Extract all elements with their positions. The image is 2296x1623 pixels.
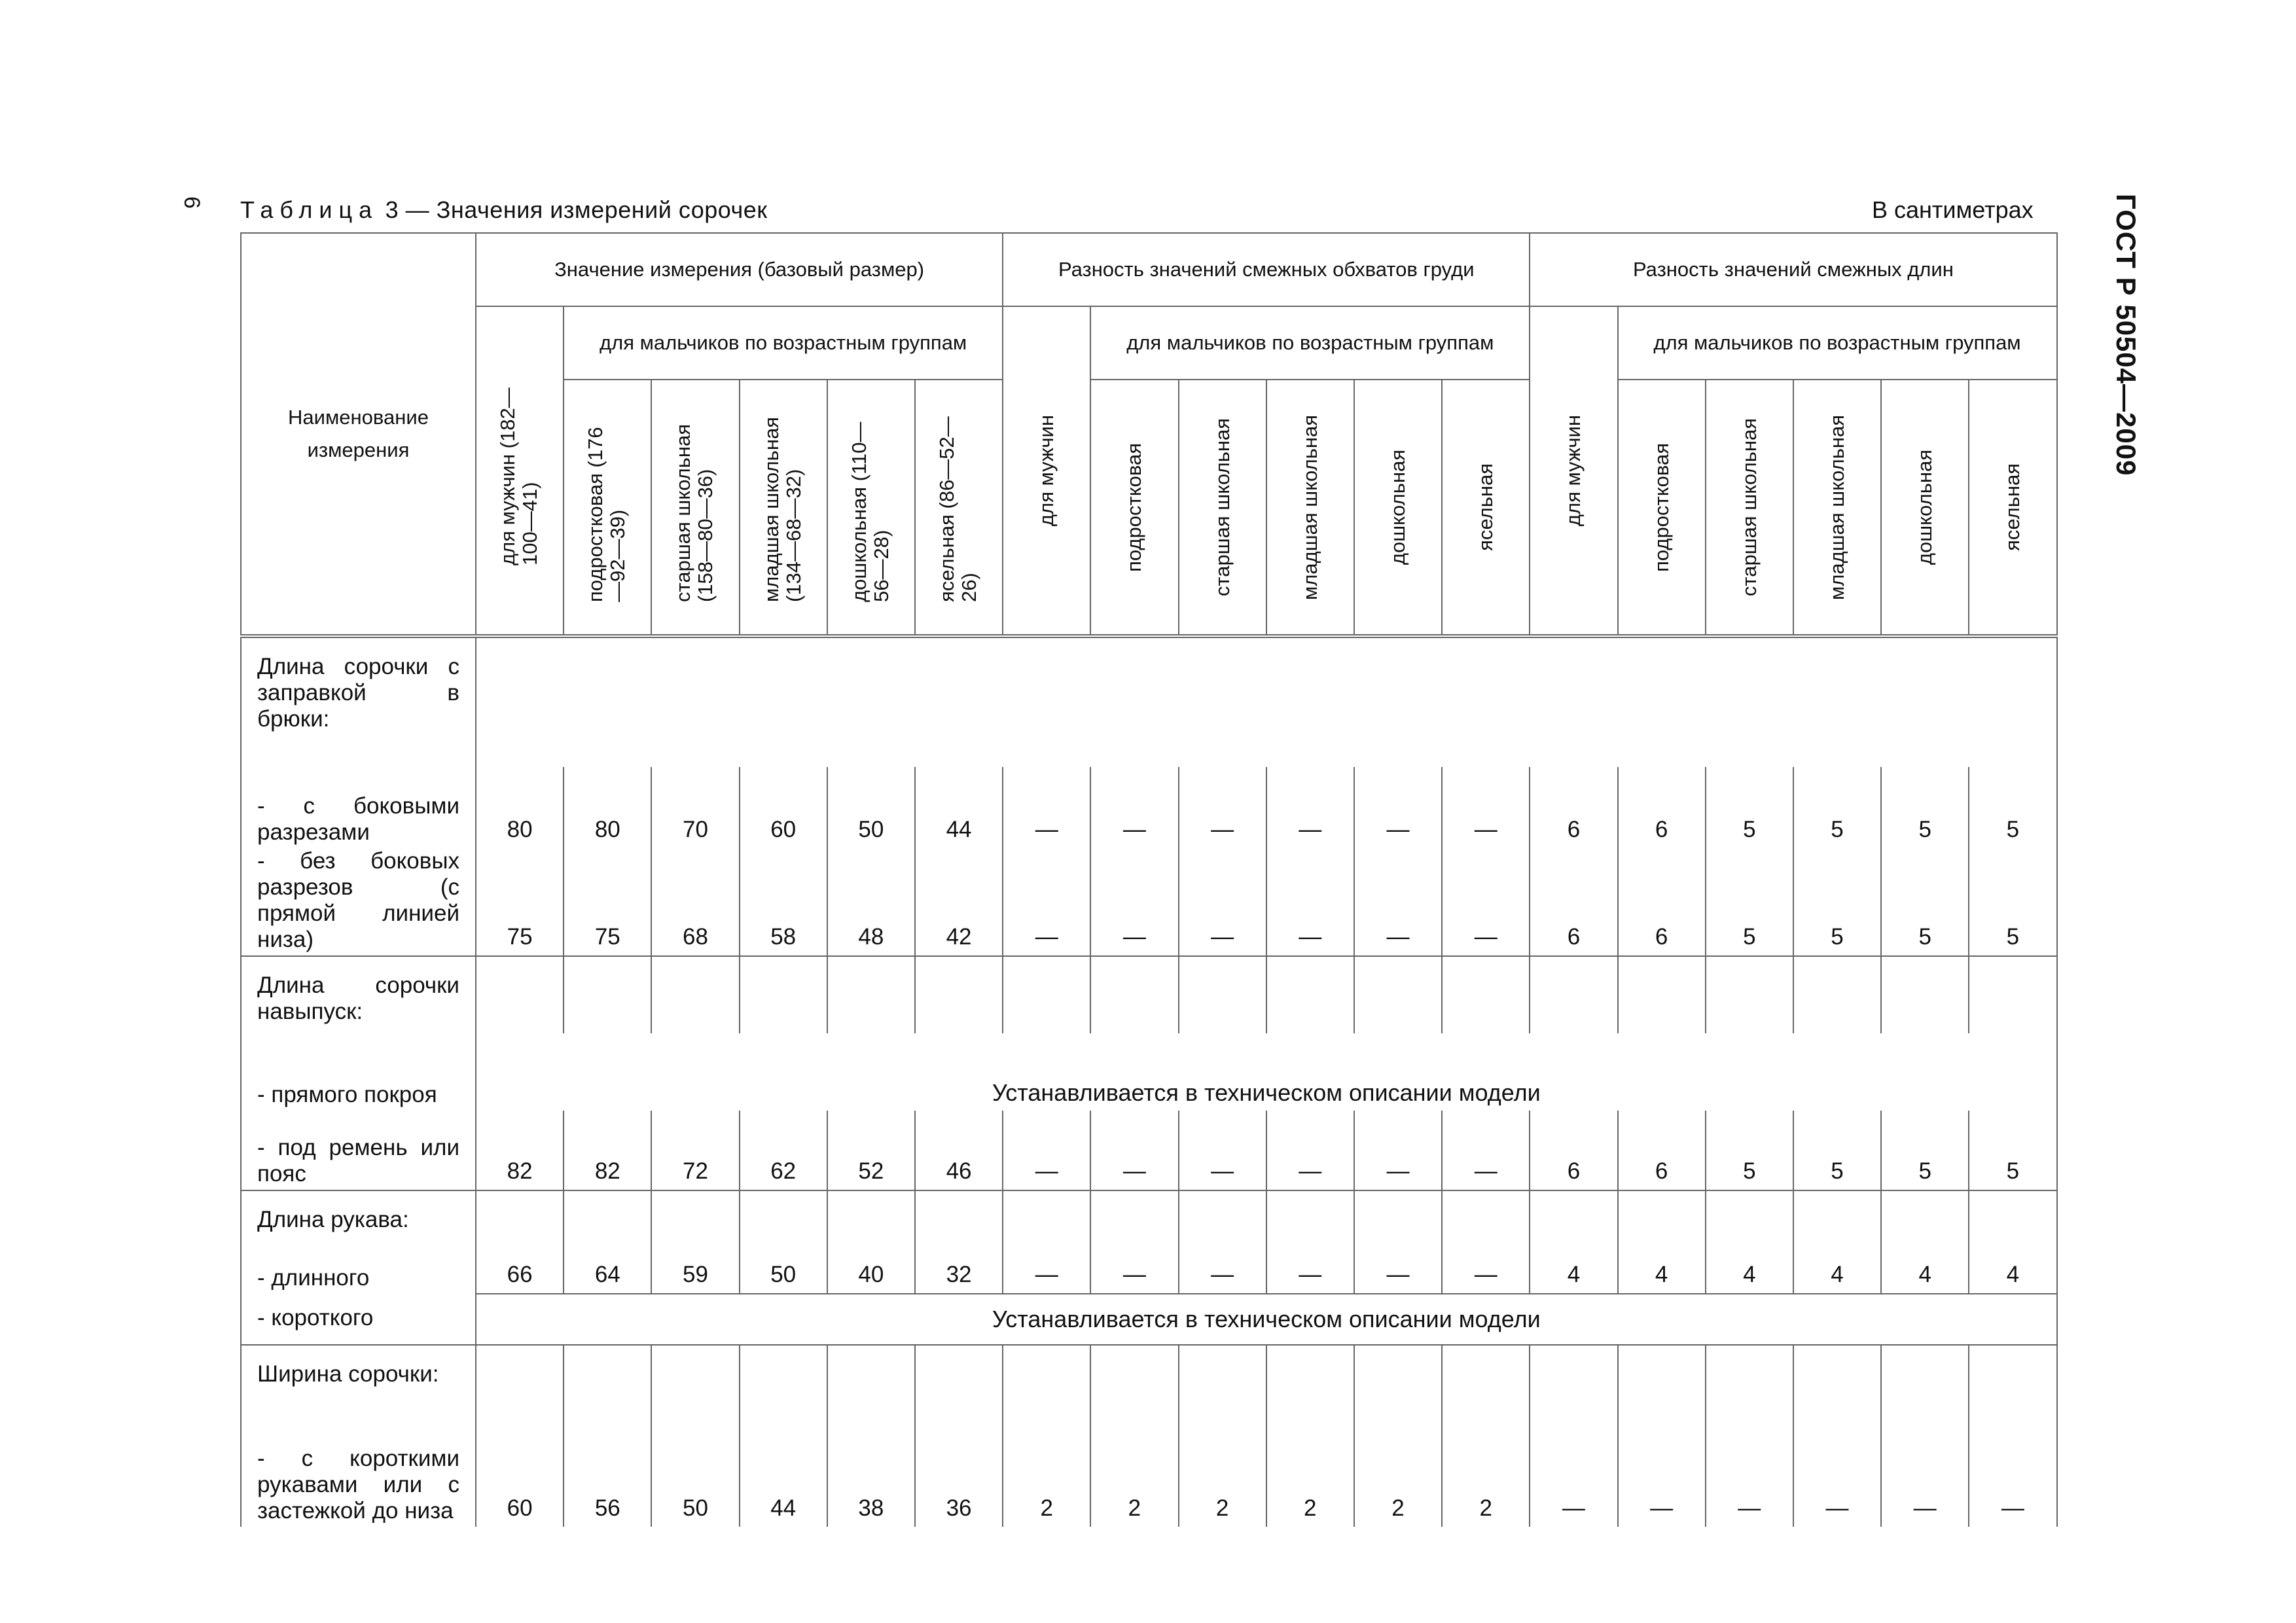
cell: — xyxy=(1090,1111,1178,1190)
span-note: Устанавливается в техническом описании модели xyxy=(476,1294,2057,1345)
row-label: - с боковыми разрезами xyxy=(241,767,476,848)
header-g2-col-text: подростковая xyxy=(1122,442,1146,572)
cell: 36 xyxy=(915,1429,1003,1527)
cell: 50 xyxy=(651,1429,739,1527)
blank-cell xyxy=(564,1345,651,1429)
cell: 4 xyxy=(1618,1241,1706,1294)
blank-cell xyxy=(1179,1190,1266,1241)
table-row xyxy=(241,1033,2057,1111)
cell: 56 xyxy=(564,1429,651,1527)
header-g3-men-text: для мужчин xyxy=(1562,414,1585,527)
cell: — xyxy=(1618,1429,1706,1527)
cell: 75 xyxy=(476,848,564,956)
blank-cell xyxy=(1881,1190,1969,1241)
blank-cell xyxy=(476,1190,564,1241)
cell: 2 xyxy=(1090,1429,1178,1527)
blank-cell xyxy=(1969,1190,2056,1241)
header-g3-col-text: младшая школьная xyxy=(1825,414,1848,600)
cell: 6 xyxy=(1618,767,1706,848)
header-g2-col xyxy=(1442,380,1530,636)
cell: 44 xyxy=(740,1429,827,1527)
blank-cell xyxy=(564,956,651,1033)
caption-rest: 3 — Значения измерений сорочек xyxy=(378,196,768,223)
blank-cell xyxy=(1969,1345,2056,1429)
cell: — xyxy=(1706,1429,1793,1527)
blank-cell xyxy=(1530,956,1617,1033)
cell: — xyxy=(1266,1241,1354,1294)
header-g2-col-text: дошкольная xyxy=(1386,449,1409,565)
row-label: - без боковых разрезов (с прямой линией низа) xyxy=(241,848,476,956)
measurements-table xyxy=(240,232,2058,1527)
cell: 5 xyxy=(1706,1111,1793,1190)
header-g1-col xyxy=(740,380,827,636)
cell: 50 xyxy=(827,767,915,848)
cell: 5 xyxy=(1969,1111,2056,1190)
cell: 42 xyxy=(915,848,1003,956)
cell: 59 xyxy=(651,1241,739,1294)
blank-cell xyxy=(651,1345,739,1429)
cell: — xyxy=(1881,1429,1969,1527)
blank-cell xyxy=(740,1190,827,1241)
row-title: Длина сорочки с заправкой в брюки: xyxy=(241,636,476,767)
cell: 5 xyxy=(1793,848,1881,956)
blank-cell xyxy=(1793,1190,1881,1241)
header-g1-boys: для мальчиков по возрастным группам xyxy=(564,306,1003,380)
cell: 4 xyxy=(1793,1241,1881,1294)
header-g3-col xyxy=(1618,380,1706,636)
cell: — xyxy=(1354,1111,1442,1190)
cell: 5 xyxy=(1706,767,1793,848)
cell: 40 xyxy=(827,1241,915,1294)
blank-cell xyxy=(1969,956,2056,1033)
header-g3-col xyxy=(1793,380,1881,636)
cell: 2 xyxy=(1354,1429,1442,1527)
cell: 68 xyxy=(651,848,739,956)
cell: 5 xyxy=(1881,1111,1969,1190)
cell: — xyxy=(1354,848,1442,956)
blank-cell xyxy=(1354,1345,1442,1429)
blank-cell xyxy=(1442,1190,1530,1241)
cell: 4 xyxy=(1706,1241,1793,1294)
header-group-length-diff: Разность значений смежных длин xyxy=(1530,233,2056,306)
blank-cell xyxy=(827,1345,915,1429)
header-g3-col-text: подростковая xyxy=(1649,442,1673,572)
blank-cell xyxy=(1881,956,1969,1033)
header-g3-boys: для мальчиков по возрастным группам xyxy=(1618,306,2057,380)
blank-cell xyxy=(1090,956,1178,1033)
header-g2-col xyxy=(1179,380,1266,636)
blank-cell xyxy=(564,1190,651,1241)
row-label: - с короткими рукавами или с застежкой до низа xyxy=(241,1429,476,1527)
blank-cell xyxy=(827,1190,915,1241)
cell: 38 xyxy=(827,1429,915,1527)
header-g1-men-text: для мужчин (182—100—41) xyxy=(496,387,542,565)
cell: — xyxy=(1442,1111,1530,1190)
blank-cell xyxy=(915,1345,1003,1429)
cell: — xyxy=(1266,848,1354,956)
blank-cell xyxy=(476,956,564,1033)
header-g3-col xyxy=(1706,380,1793,636)
cell: — xyxy=(1442,1241,1530,1294)
cell: — xyxy=(1179,1111,1266,1190)
header-group-chest-diff: Разность значений смежных обхватов груди xyxy=(1003,233,1530,306)
cell: — xyxy=(1442,767,1530,848)
blank-cell xyxy=(1179,1345,1266,1429)
cell: — xyxy=(1266,1111,1354,1190)
row-label: - под ремень или пояс xyxy=(241,1111,476,1190)
cell: 80 xyxy=(476,767,564,848)
header-g3-col-text: дошкольная xyxy=(1913,449,1937,565)
blank-cell xyxy=(651,1190,739,1241)
cell: — xyxy=(1969,1429,2056,1527)
blank-cell xyxy=(1003,1345,1090,1429)
cell: 80 xyxy=(564,767,651,848)
row-label: - короткого xyxy=(241,1294,476,1345)
row-title: Длина сорочки навыпуск: xyxy=(241,956,476,1033)
cell: 5 xyxy=(1793,1111,1881,1190)
blank-cell xyxy=(827,956,915,1033)
blank-cell xyxy=(1442,956,1530,1033)
units-note: В сантиметрах xyxy=(1872,196,2034,223)
cell: 5 xyxy=(1706,848,1793,956)
cell: 64 xyxy=(564,1241,651,1294)
cell: 6 xyxy=(1530,848,1617,956)
cell: — xyxy=(1090,1241,1178,1294)
table-row xyxy=(241,848,2057,956)
cell: 75 xyxy=(564,848,651,956)
blank-cell xyxy=(1090,1345,1178,1429)
header-name-column: Наименование измерения xyxy=(241,233,476,636)
cell: 2 xyxy=(1442,1429,1530,1527)
header-g1-col-text: дошкольная (110—56—28) xyxy=(847,421,893,602)
header-g3-col xyxy=(1881,380,1969,636)
row-title: Длина рукава: xyxy=(241,1190,476,1241)
table-row xyxy=(241,1294,2057,1345)
header-group-base-size: Значение измерения (базовый размер) xyxy=(476,233,1003,306)
cell: — xyxy=(1003,848,1090,956)
header-g2-col-text: старшая школьная xyxy=(1210,418,1234,597)
header-g1-col xyxy=(827,380,915,636)
blank-cell xyxy=(1618,1345,1706,1429)
blank-cell xyxy=(1266,1190,1354,1241)
span-note: Устанавливается в техническом описании модели xyxy=(476,1033,2057,1111)
cell: 5 xyxy=(1969,848,2056,956)
cell: 5 xyxy=(1793,767,1881,848)
cell: 4 xyxy=(1530,1241,1617,1294)
header-g2-col xyxy=(1354,380,1442,636)
header-g2-col xyxy=(1266,380,1354,636)
cell: 82 xyxy=(564,1111,651,1190)
blank-cell xyxy=(1530,1345,1617,1429)
gost-code: ГОСТ Р 50504—2009 xyxy=(2111,194,2142,476)
cell: — xyxy=(1179,767,1266,848)
header-g3-men xyxy=(1530,306,1617,636)
cell: 2 xyxy=(1003,1429,1090,1527)
blank-cell xyxy=(740,1345,827,1429)
blank-cell xyxy=(1793,956,1881,1033)
cell: 52 xyxy=(827,1111,915,1190)
blank-cell xyxy=(1179,956,1266,1033)
cell: 6 xyxy=(1618,848,1706,956)
cell: 60 xyxy=(476,1429,564,1527)
blank-cell xyxy=(915,956,1003,1033)
cell: 32 xyxy=(915,1241,1003,1294)
table-caption xyxy=(240,196,768,224)
header-g3-col-text: ясельная xyxy=(2001,463,2024,551)
header-g2-col-text: ясельная xyxy=(1474,463,1498,551)
cell: 70 xyxy=(651,767,739,848)
cell: 6 xyxy=(1530,767,1617,848)
blank-cell xyxy=(1618,1190,1706,1241)
blank-cell xyxy=(476,1345,564,1429)
blank-cell xyxy=(1090,1190,1178,1241)
blank-cell xyxy=(1266,1345,1354,1429)
cell: — xyxy=(1090,848,1178,956)
blank-cell xyxy=(1618,956,1706,1033)
cell: 60 xyxy=(740,767,827,848)
cell: 72 xyxy=(651,1111,739,1190)
table-row xyxy=(241,1241,2057,1294)
blank-cell xyxy=(1706,956,1793,1033)
cell: 82 xyxy=(476,1111,564,1190)
cell: 5 xyxy=(1969,767,2056,848)
cell: 5 xyxy=(1881,767,1969,848)
caption-word: Таблица xyxy=(240,196,379,223)
table-row xyxy=(241,767,2057,848)
blank-cell xyxy=(651,956,739,1033)
blank-cell xyxy=(1003,956,1090,1033)
header-g2-col-text: младшая школьная xyxy=(1298,414,1321,600)
header-g1-col xyxy=(564,380,651,636)
blank-cell xyxy=(1530,1190,1617,1241)
header-g1-col xyxy=(651,380,739,636)
blank-cell xyxy=(1354,1190,1442,1241)
cell: 6 xyxy=(1618,1111,1706,1190)
header-g1-col xyxy=(915,380,1003,636)
header-g2-boys: для мальчиков по возрастным группам xyxy=(1090,306,1530,380)
blank-cell xyxy=(1706,1345,1793,1429)
header-g1-col-text: ясельная (86—52—26) xyxy=(935,416,981,602)
blank-cell xyxy=(1442,1345,1530,1429)
cell: — xyxy=(1179,848,1266,956)
cell: 48 xyxy=(827,848,915,956)
row-label: - длинного xyxy=(241,1241,476,1294)
cell: — xyxy=(1793,1429,1881,1527)
cell: — xyxy=(1266,767,1354,848)
cell: 2 xyxy=(1266,1429,1354,1527)
blank-cell xyxy=(1706,1190,1793,1241)
header-g3-col-text: старшая школьная xyxy=(1737,418,1761,597)
cell: 44 xyxy=(915,767,1003,848)
header-g2-men xyxy=(1003,306,1090,636)
blank-cell xyxy=(1266,956,1354,1033)
row-title: Ширина сорочки: xyxy=(241,1345,476,1429)
blank-cell xyxy=(915,1190,1003,1241)
blank-cell xyxy=(1881,1345,1969,1429)
header-g3-col xyxy=(1969,380,2056,636)
cell: — xyxy=(1179,1241,1266,1294)
header-g2-men-text: для мужчин xyxy=(1035,414,1058,527)
cell: 62 xyxy=(740,1111,827,1190)
cell: — xyxy=(1003,767,1090,848)
row-label: - прямого покроя xyxy=(241,1033,476,1111)
cell: 2 xyxy=(1179,1429,1266,1527)
cell: 5 xyxy=(1881,848,1969,956)
blank-cell xyxy=(1793,1345,1881,1429)
header-g2-col xyxy=(1090,380,1178,636)
table-row xyxy=(241,1429,2057,1527)
cell: 4 xyxy=(1969,1241,2056,1294)
header-g1-col-text: подростковая (176—92—39) xyxy=(584,427,630,602)
page-number: 6 xyxy=(179,196,204,209)
cell: 46 xyxy=(915,1111,1003,1190)
cell: 6 xyxy=(1530,1111,1617,1190)
cell: — xyxy=(1530,1429,1617,1527)
cell: 66 xyxy=(476,1241,564,1294)
blank-cell xyxy=(1003,1190,1090,1241)
blank-cell xyxy=(1354,956,1442,1033)
blank-cell xyxy=(740,956,827,1033)
cell: — xyxy=(1442,848,1530,956)
cell: — xyxy=(1003,1241,1090,1294)
table-row xyxy=(241,1111,2057,1190)
header-g1-col-text: старшая школьная (158—80—36) xyxy=(672,423,717,602)
cell: — xyxy=(1354,767,1442,848)
cell: 58 xyxy=(740,848,827,956)
blank-cell xyxy=(476,636,2057,767)
cell: 50 xyxy=(740,1241,827,1294)
cell: — xyxy=(1354,1241,1442,1294)
cell: — xyxy=(1090,767,1178,848)
cell: 4 xyxy=(1881,1241,1969,1294)
header-g1-col-text: младшая школьная (134—68—32) xyxy=(759,417,805,602)
header-g1-men xyxy=(476,306,564,636)
cell: — xyxy=(1003,1111,1090,1190)
